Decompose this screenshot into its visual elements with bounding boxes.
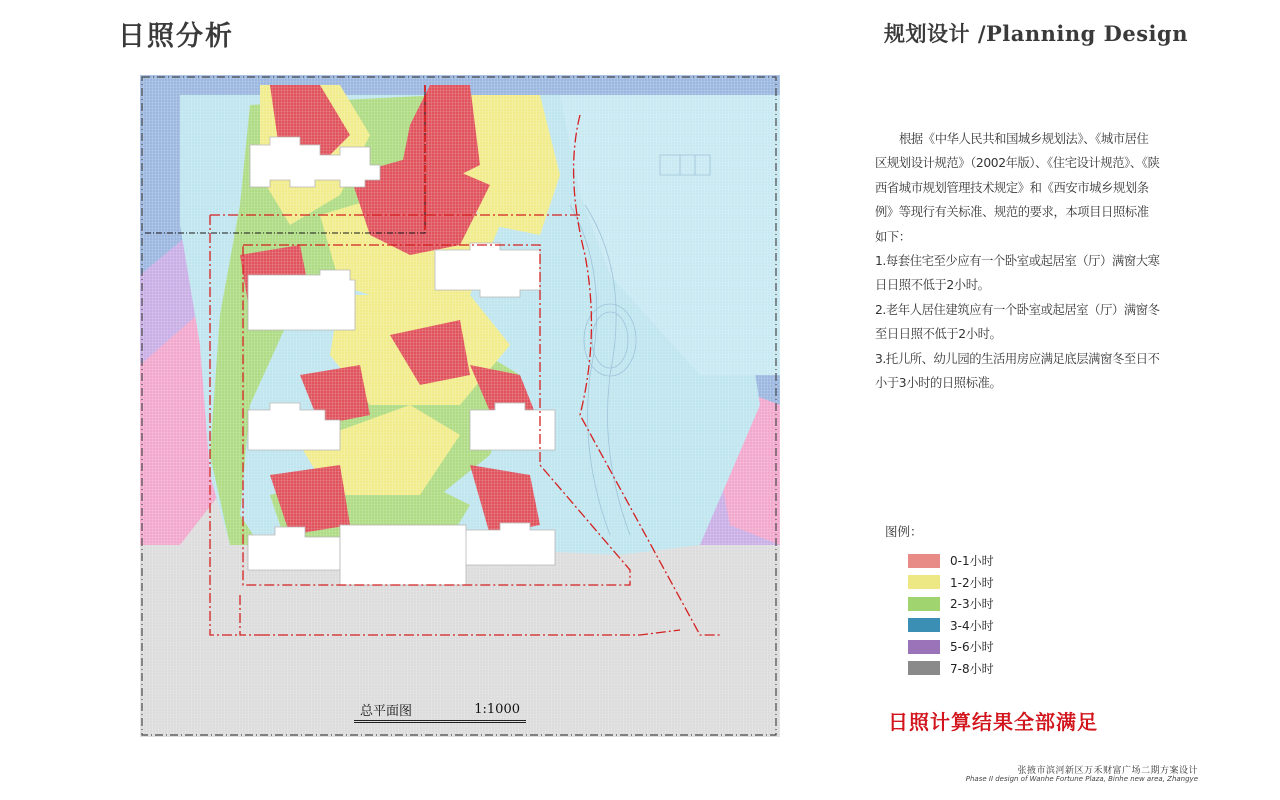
legend-swatch — [908, 575, 940, 589]
description-intro: 根据《中华人民共和国城乡规划法》、《城市居住区规划设计规范》（2002年版）、《住宅设计规范》、《陕西省城市规划管理技术规定》和《西安市城乡规划条例》等现行有关标准、规范的要求，本项目日照标准如下： — [875, 132, 1160, 244]
legend-item — [908, 615, 994, 637]
section-title: 规划设计 /Planning Design — [884, 21, 1188, 46]
legend-swatch — [908, 661, 940, 675]
legend-label: 7-8小时 — [950, 661, 994, 676]
building-2 — [435, 243, 540, 297]
legend-label: 2-3小时 — [950, 597, 994, 612]
legend-swatch — [908, 554, 940, 568]
plan-label — [350, 698, 530, 720]
legend-swatch — [908, 618, 940, 632]
result-statement: 日照计算结果全部满足 — [888, 710, 1098, 734]
building-8 — [340, 525, 466, 585]
plan-label-name: 总平面图 — [360, 703, 413, 719]
legend-label: 0-1小时 — [950, 554, 994, 569]
legend-swatch — [908, 640, 940, 654]
legend-item — [908, 593, 994, 615]
footer-project-cn: 张掖市滨河新区万禾财富广场二期方案设计 — [1017, 766, 1198, 776]
page-title: 日照分析 — [118, 21, 234, 52]
description-rule-3: 3.托儿所、幼儿园的生活用房应满足底层满窗冬至日不小于3小时的日照标准。 — [875, 351, 1160, 391]
legend-swatch — [908, 597, 940, 611]
legend — [908, 550, 994, 679]
legend-item — [908, 636, 994, 658]
plan-label-underline — [354, 720, 526, 723]
description-rule-2: 2.老年人居住建筑应有一个卧室或起居室（厅）满窗冬至日日照不低于2小时。 — [875, 302, 1160, 342]
legend-title: 图例： — [885, 524, 923, 539]
legend-label: 1-2小时 — [950, 575, 994, 590]
site-plan-drawing — [140, 75, 780, 737]
legend-item — [908, 550, 994, 572]
building-5 — [470, 403, 555, 450]
description-rule-1: 1.每套住宅至少应有一个卧室或起居室（厅）满窗大寒日日照不低于2小时。 — [875, 254, 1160, 293]
texture-overlay — [140, 75, 780, 737]
sunlight-standard-description — [875, 127, 1160, 395]
plan-label-scale: 1:1000 — [474, 701, 520, 717]
legend-item — [908, 658, 994, 680]
footer-project-en: Phase II design of Wanhe Fortune Plaza, Binhe new area, Zhangye — [965, 775, 1198, 783]
sunlight-analysis-plan — [140, 75, 780, 737]
legend-label: 5-6小时 — [950, 640, 994, 655]
building-3 — [248, 270, 355, 330]
legend-item — [908, 572, 994, 594]
legend-label: 3-4小时 — [950, 618, 994, 633]
